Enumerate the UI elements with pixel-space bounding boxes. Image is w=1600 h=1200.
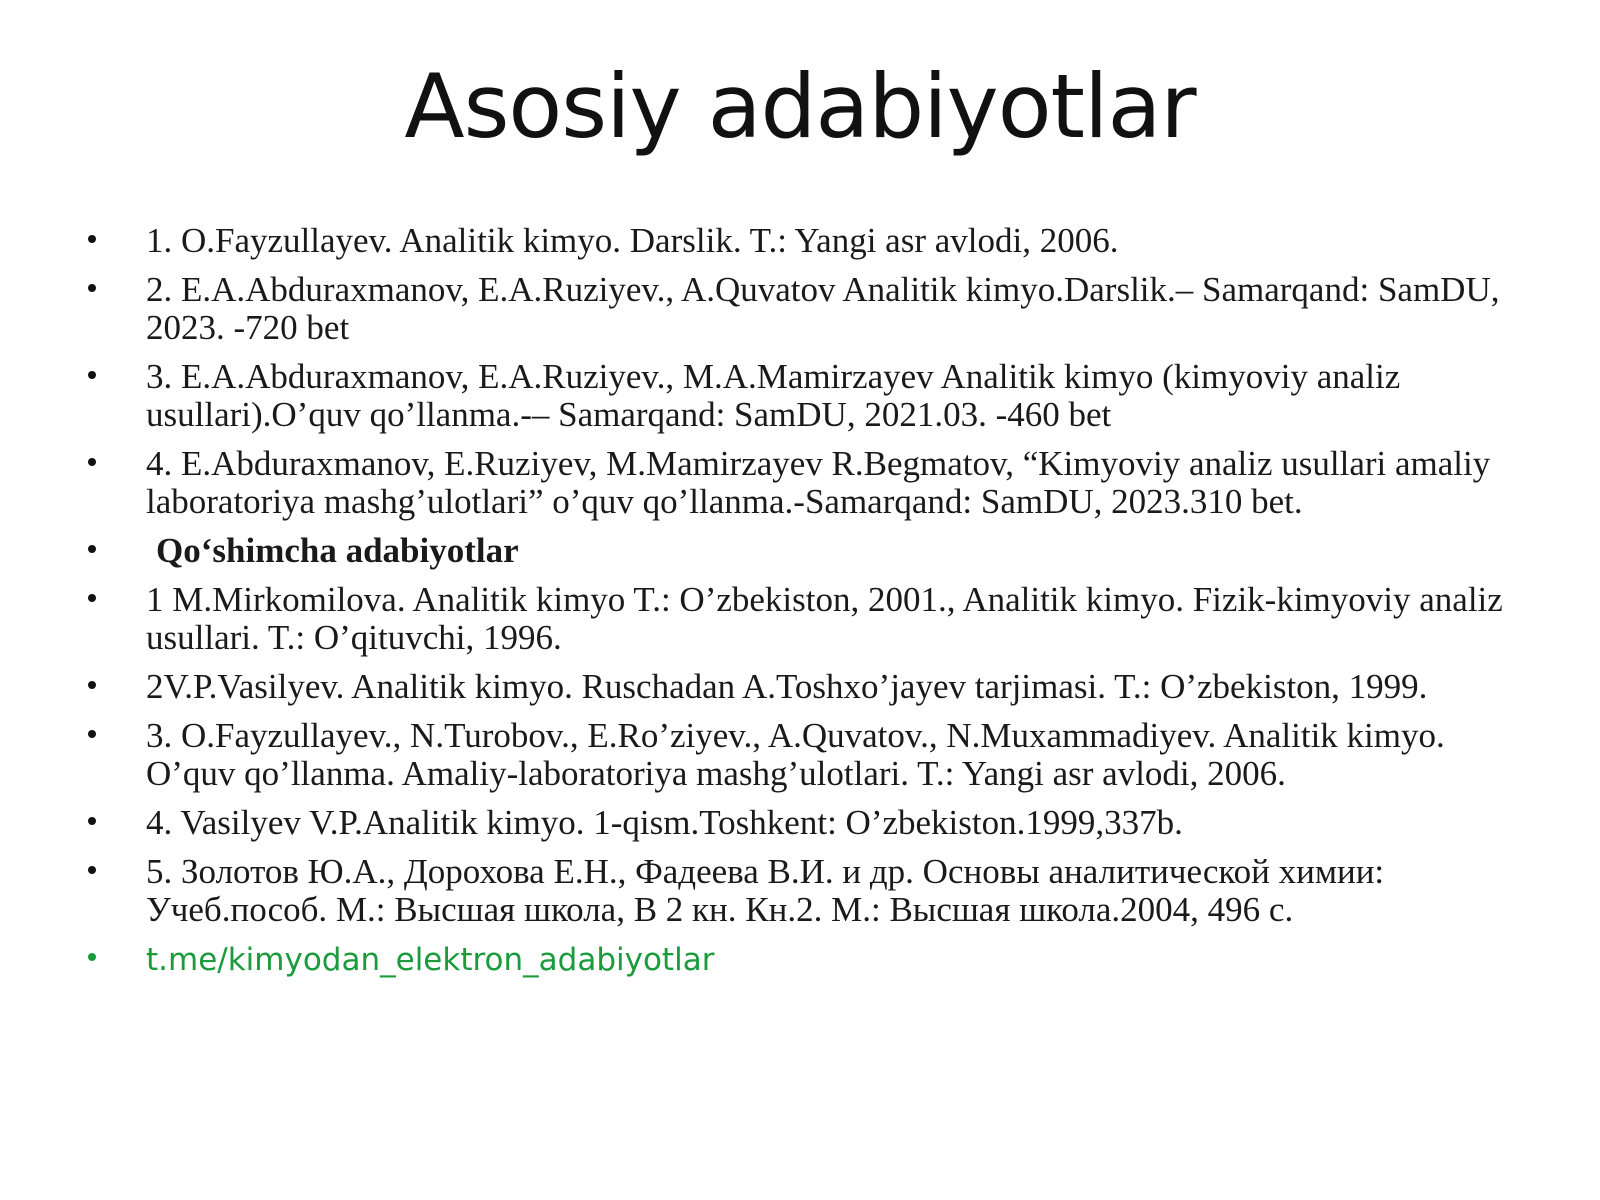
telegram-link[interactable]: t.me/kimyodan_elektron_adabiyotlar (146, 942, 715, 978)
section-heading-additional (88, 532, 1528, 570)
reference-item-5 (88, 581, 1528, 657)
reference-item-6 (88, 668, 1528, 706)
reference-text: 4. Vasilyev V.P.Analitik kimyo. 1-qism.Toshkent: O’zbekiston.1999,337b. (146, 803, 1183, 842)
telegram-link-item[interactable] (88, 940, 1528, 979)
reference-item-4 (88, 445, 1528, 521)
reference-text: 3. E.A.Abduraxmanov, E.A.Ruziyev., M.A.Mamirzayev Analitik kimyo (kimyoviy analiz usullari).O’quv qo’llanma.-– Samarqand: SamDU, 2021.03. -460 bet (146, 357, 1401, 434)
bullet-icon (88, 284, 96, 292)
bullet-icon (88, 371, 96, 379)
reference-text: 4. E.Abduraxmanov, E.Ruziyev, M.Mamirzayev R.Begmatov, “Kimyoviy analiz usullari amaliy laboratoriya mashg’ulotlari” o’quv qo’llanma.-Samarqand: SamDU, 2023.310 bet. (146, 444, 1491, 521)
reference-text: 1. O.Fayzullayev. Analitik kimyo. Darslik. T.: Yangi asr avlodi, 2006. (146, 221, 1119, 260)
reference-text: 2V.P.Vasilyev. Analitik kimyo. Ruschadan A.Toshxo’jayev tarjimasi. T.: O’zbekiston, 1999. (146, 667, 1428, 706)
reference-item-1 (88, 222, 1528, 260)
bullet-icon (88, 730, 96, 738)
reference-item-7 (88, 717, 1528, 793)
reference-text: 1 M.Mirkomilova. Analitik kimyo T.: O’zbekiston, 2001., Analitik kimyo. Fizik-kimyoviy analiz usullari. T.: O’qituvchi, 1996. (146, 580, 1503, 657)
reference-item-9 (88, 853, 1528, 929)
reference-text: 3. O.Fayzullayev., N.Turobov., E.Ro’ziyev., A.Quvatov., N.Muxammadiyev. Analitik kimyo. O’quv qo’llanma. Amaliy-laboratoriya mashg’ulotlari. T.: Yangi asr avlodi, 2006. (146, 716, 1445, 793)
bullet-icon (88, 681, 96, 689)
bullet-icon (88, 458, 96, 466)
reference-text: 2. E.A.Abduraxmanov, E.A.Ruziyev., A.Quvatov Analitik kimyo.Darslik.– Samarqand: SamDU, 2023. -720 bet (146, 270, 1500, 347)
bullet-icon (88, 594, 96, 602)
reference-list (88, 222, 1528, 990)
reference-item-3 (88, 358, 1528, 434)
reference-item-8 (88, 804, 1528, 842)
bullet-icon (88, 817, 96, 825)
bullet-icon (88, 235, 96, 243)
bullet-icon (88, 866, 96, 874)
bullet-icon (88, 545, 96, 553)
slide-title: Asosiy adabiyotlar (404, 55, 1196, 158)
bullet-icon (88, 953, 96, 961)
reference-text: 5. Золотов Ю.А., Дорохова Е.Н., Фадеева В.И. и др. Основы аналитической химии: Учеб.пособ. М.: Высшая школа, В 2 кн. Кн.2. М.: Высшая школа.2004, 496 с. (146, 852, 1385, 929)
reference-item-2 (88, 271, 1528, 347)
section-heading-text: Qo‘shimcha adabiyotlar (156, 531, 519, 570)
